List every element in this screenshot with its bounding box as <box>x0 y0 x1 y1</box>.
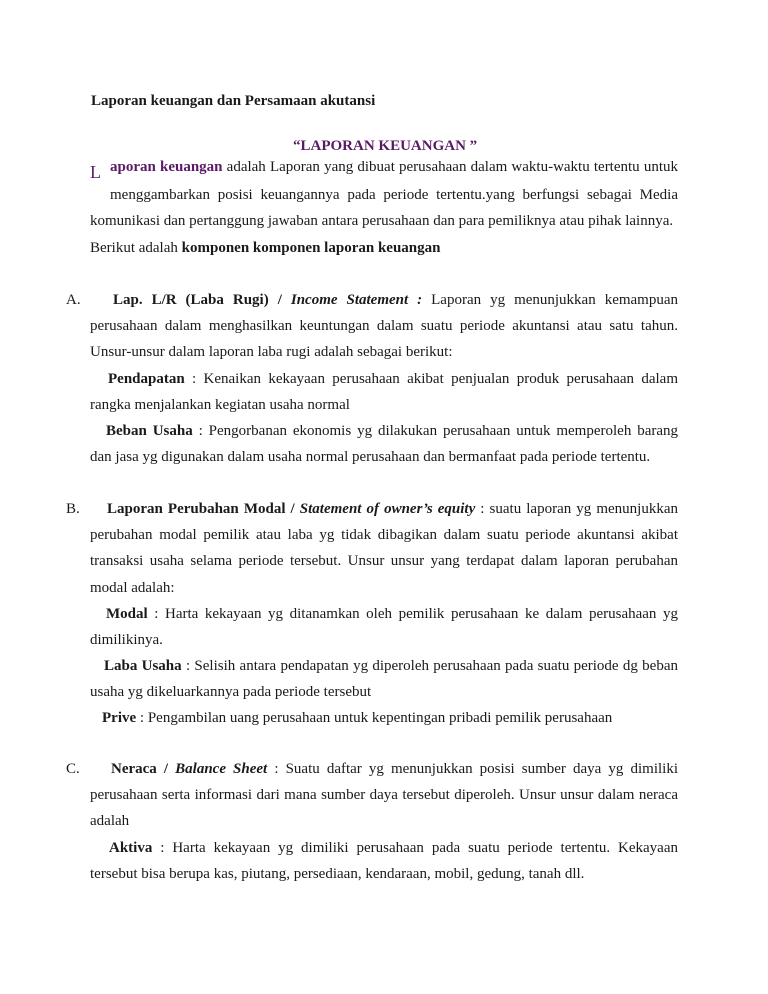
section-c-line-2: perusahaan serta informasi dari mana sumber daya tersebut diperoleh. Unsur unsur dalam neraca <box>90 787 678 803</box>
section-c-line-3: adalah <box>90 813 130 829</box>
section-b-heading: Laporan Perubahan Modal / Statement of owner’s equity : suatu laporan yg menunjukkan <box>107 501 679 517</box>
section-b-marker: B. <box>66 501 80 517</box>
section-b-line-3: transaksi usaha selama periode tersebut. Unsur unsur yang terdapat dalam laporan perubahan <box>90 553 678 569</box>
section-c-marker: C. <box>66 761 80 777</box>
term-laba-usaha: Laba Usaha : Selisih antara pendapatan yg diperoleh perusahaan pada suatu periode dg beban <box>104 658 678 674</box>
document-heading: Laporan keuangan dan Persamaan akutansi <box>91 93 376 109</box>
section-a-line-3: Unsur-unsur dalam laporan laba rugi adalah sebagai berikut: <box>90 344 453 360</box>
term-laba-usaha-line-2: usaha yg dikeluarkannya pada periode tersebut <box>90 684 372 700</box>
term-modal-line-2: dimilikinya. <box>90 632 163 648</box>
term-prive: Prive : Pengambilan uang perusahaan untuk kepentingan pribadi pemilik perusahaan <box>102 710 613 726</box>
center-title: “LAPORAN KEUANGAN ” <box>293 138 478 154</box>
term-beban-usaha-line-2: dan jasa yg digunakan dalam usaha normal perusahaan dan bermanfaat pada periode tertentu. <box>90 449 651 465</box>
intro-line-1: aporan keuangan adalah Laporan yang dibuat perusahaan dalam waktu-waktu tertentu untuk <box>110 159 678 175</box>
section-a-heading: Lap. L/R (Laba Rugi) / Income Statement : Laporan yg menunjukkan kemampuan <box>113 292 679 308</box>
term-pendapatan-line-2: rangka menjalankan kegiatan usaha normal <box>90 397 350 413</box>
term-aktiva: Aktiva : Harta kekayaan yg dimiliki perusahaan pada suatu periode tertentu. Kekayaan <box>109 840 678 856</box>
term-modal: Modal : Harta kekayaan yg ditanamkan oleh pemilik perusahaan ke dalam perusahaan yg <box>106 606 678 622</box>
term-aktiva-line-2: tersebut bisa berupa kas, piutang, persediaan, kendaraan, mobil, gedung, tanah dll. <box>90 866 585 882</box>
intro-line-3: komunikasi dan pertanggung jawaban antara perusahaan dan para pemiliknya atau pihak lainnya. <box>90 213 674 229</box>
section-c-heading: Neraca / Balance Sheet : Suatu daftar yg menunjukkan posisi sumber daya yg dimiliki <box>111 761 678 777</box>
section-a-line-2: perusahaan dalam menghasilkan keuntungan dalam suatu periode akuntansi atau satu tahun. <box>90 318 678 334</box>
term-pendapatan: Pendapatan : Kenaikan kekayaan perusahaan akibat penjualan produk perusahaan dalam <box>108 371 678 387</box>
section-b-line-4: modal adalah: <box>90 580 175 596</box>
intro-line-4: Berikut adalah komponen komponen laporan keuangan <box>90 240 441 256</box>
section-a-marker: A. <box>66 292 81 308</box>
section-b-line-2: perubahan modal pemilik atau laba yg tidak dibagikan dalam suatu periode akuntansi akibat <box>90 527 678 543</box>
term-beban-usaha: Beban Usaha : Pengorbanan ekonomis yg dilakukan perusahaan untuk memperoleh barang <box>106 423 679 439</box>
intro-line-2: menggambarkan posisi keuangannya pada periode tertentu.yang berfungsi sebagai Media <box>110 187 678 203</box>
drop-cap: L <box>90 162 101 182</box>
